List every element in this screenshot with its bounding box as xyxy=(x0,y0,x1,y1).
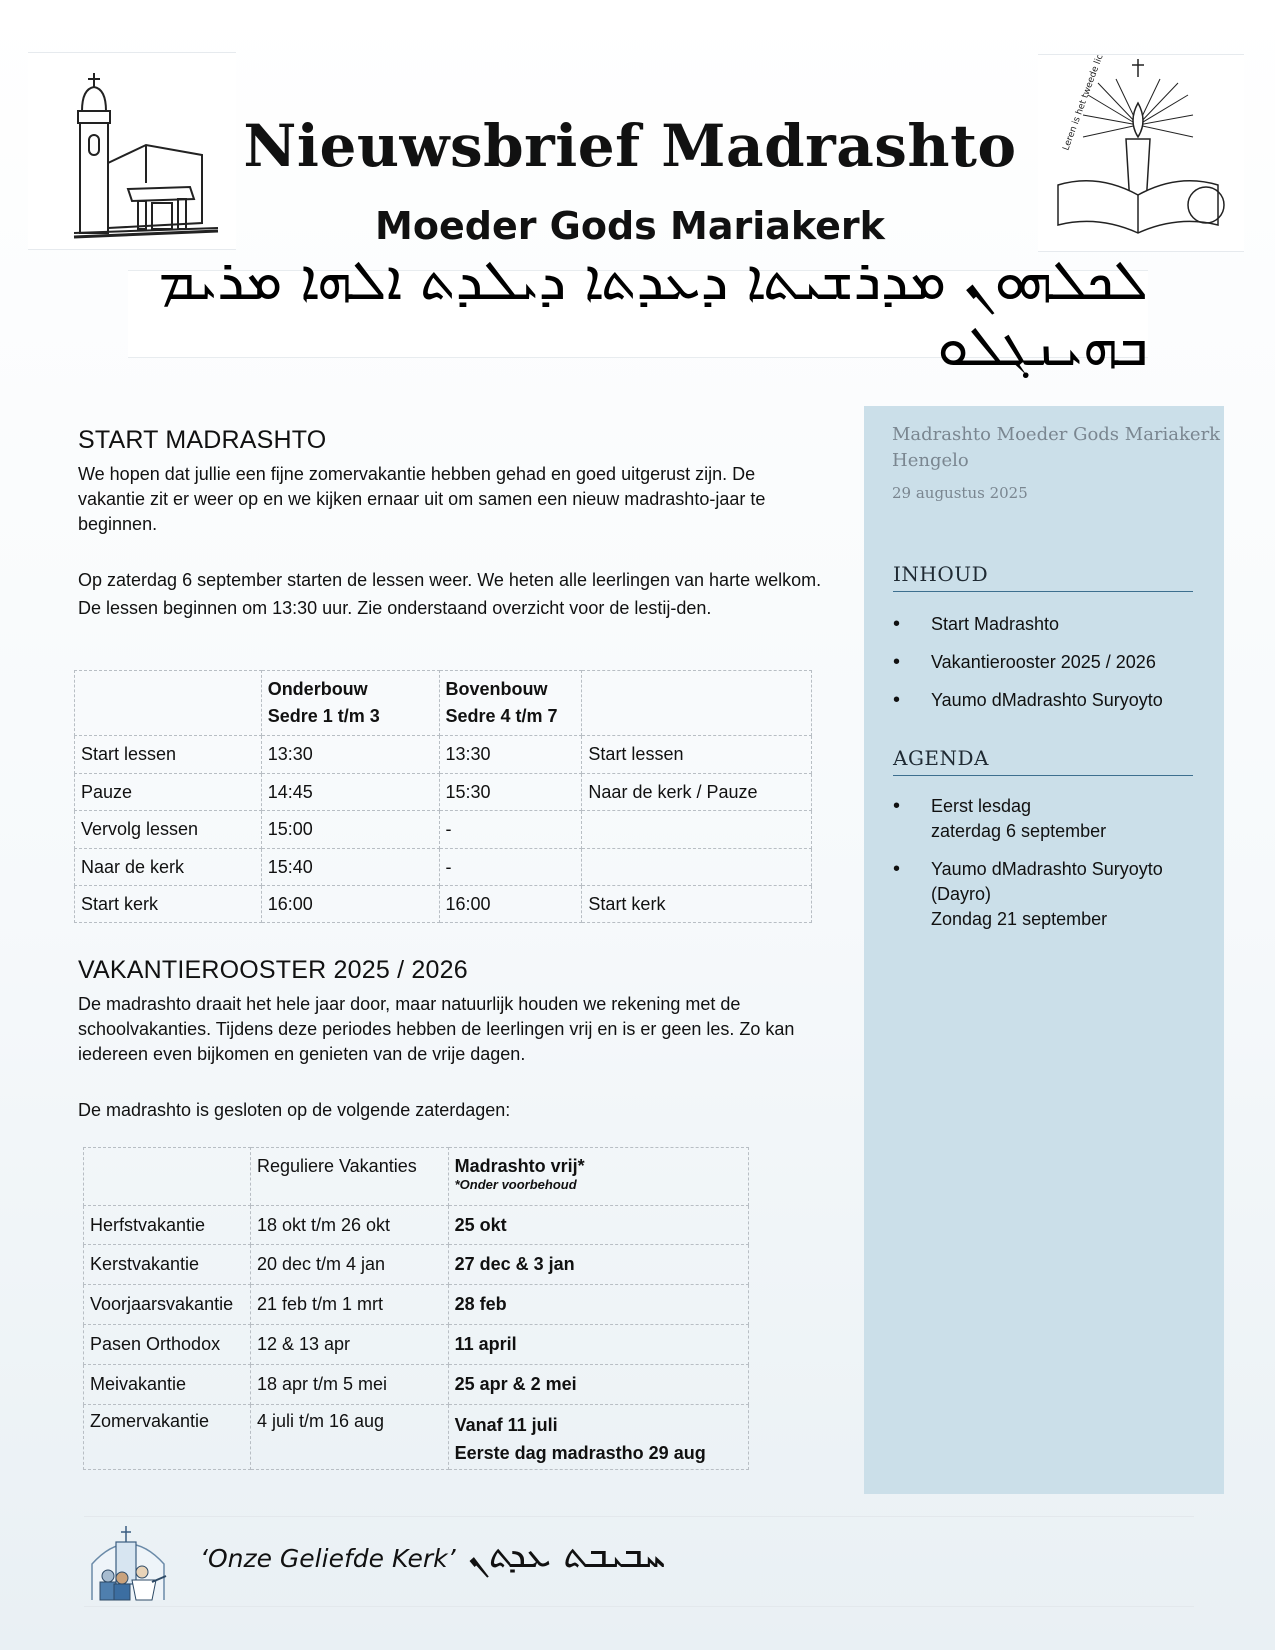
inhoud-item-2[interactable]: Vakantierooster 2025 / 2026 xyxy=(931,652,1156,672)
table-header-row xyxy=(75,671,812,736)
col-free-note: *Onder voorbehoud xyxy=(454,1177,577,1192)
col-bovenbouw-sub: Sedre 4 t/m 7 xyxy=(445,706,558,726)
table-header-row xyxy=(84,1148,749,1206)
section-start-para2: Op zaterdag 6 september starten de lessen weer. We heten alle leerlingen van harte welkom. De lessen beginnen om 13:30 uur. Zie onderstaand overzicht voor de lestij-den. xyxy=(78,570,822,618)
table-cell: 14:45 xyxy=(261,774,439,811)
col-free: Madrashto vrij* xyxy=(454,1156,585,1176)
table-cell: Voorjaarsvakantie xyxy=(84,1285,251,1325)
table-row xyxy=(84,1365,749,1405)
table-cell: Naar de kerk / Pauze xyxy=(582,774,812,811)
syriac-banner-text: ܠܟܠܗܘܢ ܡܕܪܫܝܬܐ ܕܥܕܬܐ ܕܝܠܕܬ ܐܠܗܐ ܡܪܝܡ ܒܗܝܢܓܠܘ xyxy=(158,248,1148,379)
table-cell xyxy=(582,811,812,849)
table-cell: Vervolg lessen xyxy=(75,811,262,849)
table-cell: 20 dec t/m 4 jan xyxy=(250,1245,448,1285)
sidebar-org xyxy=(892,422,1222,474)
table-row xyxy=(75,886,812,923)
inhoud-list xyxy=(893,612,1213,713)
logo-text: Leren is het tweede licht xyxy=(1061,55,1109,153)
table-cell: Pauze xyxy=(75,774,262,811)
col-bovenbouw: Bovenbouw xyxy=(445,679,548,699)
table-cell xyxy=(448,1405,748,1470)
table-cell: 11 april xyxy=(448,1325,748,1365)
table-cell xyxy=(75,671,262,736)
section-vakantie-para2: De madrashto is gesloten op de volgende zaterdagen: xyxy=(78,1100,511,1120)
table-cell: - xyxy=(439,849,582,886)
table-cell: 18 apr t/m 5 mei xyxy=(250,1365,448,1405)
table-cell: 15:40 xyxy=(261,849,439,886)
sidebar-date: 29 augustus 2025 xyxy=(892,484,1028,502)
col-onderbouw: Onderbouw xyxy=(267,679,368,699)
table-row xyxy=(84,1206,749,1245)
table-cell: 12 & 13 apr xyxy=(250,1325,448,1365)
list-item xyxy=(893,794,1213,844)
table-row xyxy=(75,736,812,774)
table-row xyxy=(75,849,812,886)
table-cell: Zomervakantie xyxy=(84,1405,251,1470)
table-cell: 13:30 xyxy=(261,736,439,774)
table-row xyxy=(75,774,812,811)
list-item xyxy=(893,857,1213,932)
table-cell: 16:00 xyxy=(439,886,582,923)
col-onderbouw-sub: Sedre 1 t/m 3 xyxy=(267,706,380,726)
agenda-item-2-line3: Zondag 21 september xyxy=(931,909,1108,929)
table-cell: 21 feb t/m 1 mrt xyxy=(250,1285,448,1325)
lesson-schedule-table xyxy=(74,670,812,923)
table-cell: - xyxy=(439,811,582,849)
footer-divider xyxy=(84,1606,1194,1607)
table-row xyxy=(75,811,812,849)
table-cell: 4 juli t/m 16 aug xyxy=(250,1405,448,1470)
agenda-item-2-line2: (Dayro) xyxy=(931,884,992,904)
zomer-free-line2: Eerste dag madrastho 29 aug xyxy=(454,1443,706,1463)
table-cell: Herfstvakantie xyxy=(84,1206,251,1245)
table-cell: Naar de kerk xyxy=(75,849,262,886)
table-row xyxy=(84,1325,749,1365)
list-item[interactable] xyxy=(893,650,1213,675)
table-cell: Meivakantie xyxy=(84,1365,251,1405)
footer-motto-syriac: ܚܒܝܒܬ ܥܕܬܢ xyxy=(468,1532,666,1576)
table-cell xyxy=(582,671,812,736)
sidebar-org-line1: Madrashto Moeder Gods Mariakerk xyxy=(892,424,1221,445)
table-row xyxy=(84,1405,749,1470)
table-cell: Start kerk xyxy=(582,886,812,923)
table-cell: Pasen Orthodox xyxy=(84,1325,251,1365)
table-cell xyxy=(84,1148,251,1206)
table-cell: Start kerk xyxy=(75,886,262,923)
syriac-banner xyxy=(128,248,1148,379)
table-cell: 25 okt xyxy=(448,1206,748,1245)
sidebar xyxy=(864,406,1224,1494)
list-item[interactable] xyxy=(893,688,1213,713)
section-start-para1: We hopen dat jullie een fijne zomervakantie hebben gehad en goed uitgerust zijn. De vakantie zit er weer op en we kijken ernaar uit om samen een nieuw madrashto-jaar te beginnen. xyxy=(78,464,766,534)
table-cell xyxy=(582,849,812,886)
agenda-item-1-line1: Eerst lesdag xyxy=(931,796,1032,816)
table-cell: 15:30 xyxy=(439,774,582,811)
table-cell: 16:00 xyxy=(261,886,439,923)
table-cell: 25 apr & 2 mei xyxy=(448,1365,748,1405)
table-header-cell xyxy=(439,671,582,736)
table-row xyxy=(84,1245,749,1285)
table-cell: 18 okt t/m 26 okt xyxy=(250,1206,448,1245)
table-cell: 27 dec & 3 jan xyxy=(448,1245,748,1285)
zomer-free-line1: Vanaf 11 juli xyxy=(454,1415,558,1435)
vacation-table xyxy=(83,1147,749,1470)
table-cell: Kerstvakantie xyxy=(84,1245,251,1285)
footer-church-logo xyxy=(86,1520,170,1604)
agenda-list xyxy=(893,794,1213,932)
table-header-cell xyxy=(261,671,439,736)
section-vakantie-para1: De madrashto draait het hele jaar door, maar natuurlijk houden we rekening met de schoolvakanties. Tijdens deze periodes hebben de leerlingen vrij en is er geen les. Zo kan iedereen even bijkomen en genieten van de vrije dagen. xyxy=(78,994,795,1064)
footer-motto: ‘Onze Geliefde Kerk’ xyxy=(200,1544,456,1573)
table-row xyxy=(84,1285,749,1325)
table-cell: 15:00 xyxy=(261,811,439,849)
list-item[interactable] xyxy=(893,612,1213,637)
footer-divider xyxy=(84,1516,1194,1517)
table-header-cell xyxy=(448,1148,748,1206)
agenda-item-2-line1: Yaumo dMadrashto Suryoyto xyxy=(931,859,1163,879)
page-title: Nieuwsbrief Madrashto xyxy=(243,112,1017,180)
inhoud-item-3[interactable]: Yaumo dMadrashto Suryoyto xyxy=(931,690,1163,710)
church-people-icon xyxy=(86,1520,170,1604)
section-heading-vakantie: VAKANTIEROOSTER 2025 / 2026 xyxy=(78,956,468,984)
page-subtitle: Moeder Gods Mariakerk xyxy=(375,204,885,248)
table-cell: 13:30 xyxy=(439,736,582,774)
table-cell: Start lessen xyxy=(582,736,812,774)
sidebar-heading-agenda: AGENDA xyxy=(893,746,1193,776)
sidebar-org-line2: Hengelo xyxy=(892,450,969,471)
inhoud-item-1[interactable]: Start Madrashto xyxy=(931,614,1060,634)
agenda-item-1-line2: zaterdag 6 september xyxy=(931,821,1107,841)
section-heading-start: START MADRASHTO xyxy=(78,426,327,454)
table-cell: 28 feb xyxy=(448,1285,748,1325)
col-regular: Reguliere Vakanties xyxy=(250,1148,448,1206)
table-cell: Start lessen xyxy=(75,736,262,774)
sidebar-heading-inhoud: INHOUD xyxy=(893,562,1193,592)
